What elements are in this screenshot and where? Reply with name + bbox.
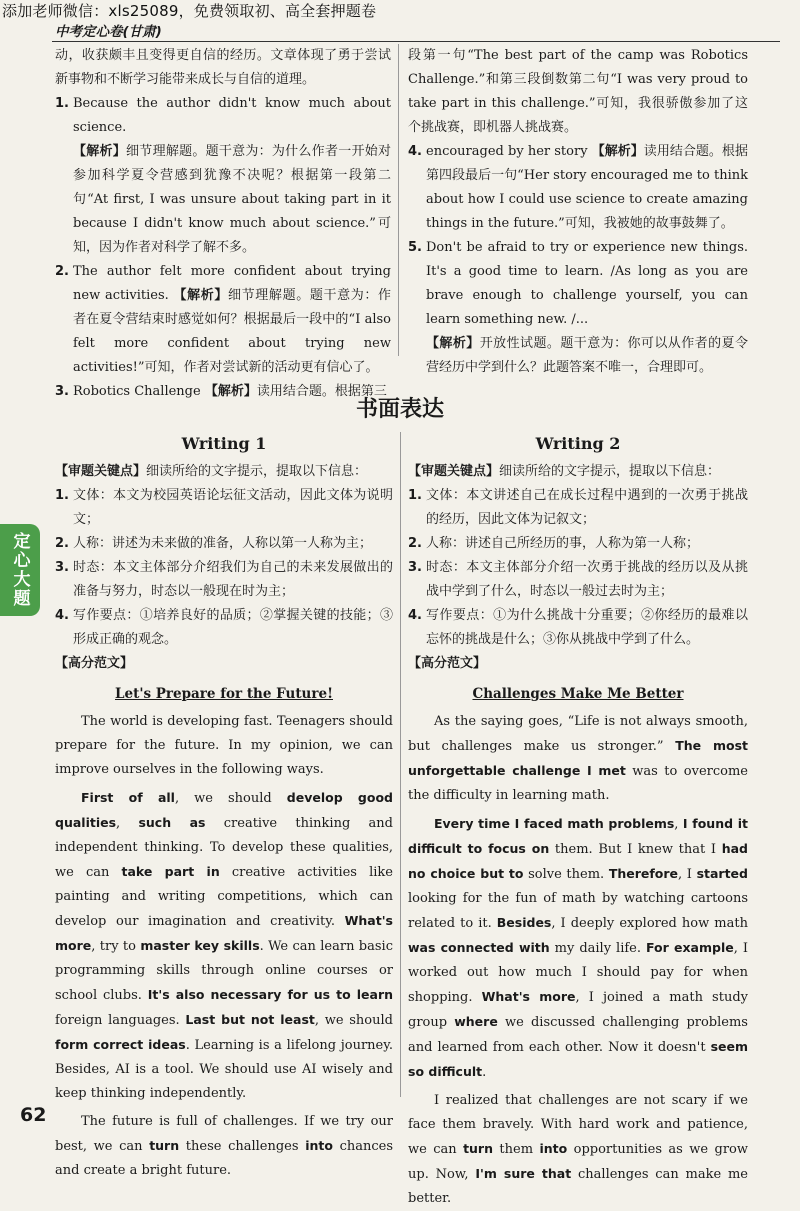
key-point: 2. 人称：讲述为未来做的准备，人称以第一人称为主； xyxy=(55,536,373,551)
section-title: 书面表达 xyxy=(355,397,444,422)
column-divider xyxy=(400,432,401,1097)
essay-paragraph: The world is developing fast. Teenagers should prepare for the future. In my opinion, we can improve ourselves in the following ways. xyxy=(55,714,393,777)
analysis-text: 读用结合题。根据第三 xyxy=(256,384,387,399)
answer-text: The author felt more confident about trying new activities. xyxy=(73,264,391,303)
item-number: 1. xyxy=(55,96,69,111)
key-point: 2. 人称：讲述自己所经历的事，人称为第一人称； xyxy=(408,536,700,551)
essay-paragraph: First of all, we should develop good qualities, such as creative thinking and independent thinking. To develop these qualities, we can take part in creative activities like painting and writing competitions, which can develop our imagination and creativity. What's more, try to master key skills. We can learn basic programming skills through online courses or school clubs. It's also necessary for us to learn foreign languages. Last but not least, we should form correct ideas. Learning is a lifelong journey. Besides, AI is a tool. We should use AI wisely and keep thinking independently. xyxy=(55,790,394,1101)
answer-text: encouraged by her story xyxy=(426,144,588,159)
analysis-tag: 【解析】 xyxy=(591,144,644,159)
analysis-tag: 【解析】 xyxy=(204,384,257,399)
page-number: 62 xyxy=(20,1104,47,1126)
header-title: 中考定心卷(甘肃) xyxy=(55,24,162,40)
key-point: 4. 写作要点：①为什么挑战十分重要；②你经历的最难以忘怀的挑战是什么；③你从挑战中学到了什么。 xyxy=(408,608,748,647)
item-number: 5. xyxy=(408,240,422,255)
writing2-column xyxy=(408,432,748,1211)
analysis-tag: 【解析】 xyxy=(173,288,229,303)
answer-item xyxy=(408,236,748,380)
watermark-text: 添加老师微信：xls25089，免费领取初、高全套押题卷 xyxy=(2,2,377,20)
key-point: 3. 时态：本文主体部分介绍一次勇于挑战的经历以及从挑战中学到了什么，时态以一般过去时为主； xyxy=(408,560,748,599)
essay-paragraph: As the saying goes, “Life is not always smooth, but challenges make us stronger.” The most unforgettable challenge I met was to overcome the difficulty in learning math. xyxy=(408,714,748,803)
essay-paragraph: The future is full of challenges. If we try our best, we can turn these challenges into chances and create a bright future. xyxy=(55,1114,393,1178)
column-divider xyxy=(398,44,399,356)
writing1-column xyxy=(55,432,393,1183)
answers-right-column xyxy=(408,44,748,380)
header-divider xyxy=(52,41,780,42)
item-number: 2. xyxy=(55,264,69,279)
analysis-text: 开放性试题。题干意为：你可以从作者的夏令营经历中学到什么？此题答案不唯一，合理即可。 xyxy=(426,336,748,375)
answer-item xyxy=(408,140,748,236)
model-essay-tag: 【高分范文】 xyxy=(408,656,487,671)
item-number: 3. xyxy=(55,384,69,399)
essay-title: Let's Prepare for the Future! xyxy=(115,686,333,702)
continuation-text: 段第一句“The best part of the camp was Robotics Challenge.”和第三段倒数第二句“I was very proud to take part in this challenge.”可知，我很骄傲参加了这个挑战赛，即机器人挑战赛。 xyxy=(408,48,748,135)
essay-paragraph: I realized that challenges are not scary if we face them bravely. With hard work and patience, we can turn them into opportunities as we grow up. Now, I'm sure that challenges can make me better. xyxy=(408,1093,748,1206)
continuation-text: 动，收获颇丰且变得更自信的经历。文章体现了勇于尝试新事物和不断学习能带来成长与自信的道理。 xyxy=(55,48,391,87)
key-points-intro: 【审题关键点】细读所给的文字提示，提取以下信息： xyxy=(55,464,368,479)
side-chapter-tab xyxy=(0,524,40,616)
analysis-tag: 【解析】 xyxy=(426,336,480,351)
essay-body xyxy=(55,710,393,1183)
answer-text: Robotics Challenge xyxy=(73,384,201,399)
item-number: 4. xyxy=(408,144,422,159)
key-point: 1. 文体：本文为校园英语论坛征文活动，因此文体为说明文； xyxy=(55,488,393,527)
answer-item xyxy=(55,92,391,260)
analysis-tag: 【解析】 xyxy=(73,144,127,159)
key-point: 4. 写作要点：①培养良好的品质；②掌握关键的技能；③形成正确的观念。 xyxy=(55,608,393,647)
key-points-intro: 【审题关键点】细读所给的文字提示，提取以下信息： xyxy=(408,464,721,479)
side-tab-label: 定心大题 xyxy=(9,532,30,608)
model-essay-tag: 【高分范文】 xyxy=(55,656,134,671)
analysis-text: 细节理解题。题干意为：作者在夏令营结束时感觉如何？根据最后一段中的“I also felt more confident about trying new activities!”可知，作者对尝试新的活动更有信心了。 xyxy=(73,288,391,375)
essay-paragraph: Every time I faced math problems, I found it difficult to focus on them. But I knew that I had no choice but to solve them. Therefore, I started looking for the fun of math by watching cartoons related to it. Besides, I deeply explored how math was connected with my daily life. For example, I worked out how much I should pay for when shopping. What's more, I joined a math study group where we discussed challenging problems and learned from each other. Now it doesn't seem so difficult. xyxy=(408,816,748,1080)
answer-text: Because the author didn't know much about science. xyxy=(73,96,391,135)
essay-body xyxy=(408,710,748,1211)
essay-title: Challenges Make Me Better xyxy=(472,686,684,702)
writing1-title: Writing 1 xyxy=(181,434,267,453)
answers-left-column xyxy=(55,44,391,404)
key-point: 3. 时态：本文主体部分介绍我们为自己的未来发展做出的准备与努力，时态以一般现在时为主； xyxy=(55,560,393,599)
key-point: 1. 文体：本文讲述自己在成长过程中遇到的一次勇于挑战的经历，因此文体为记叙文； xyxy=(408,488,748,527)
analysis-text: 读用结合题。根据第四段最后一句“Her story encouraged me to think about how I could use science to create amazing things in the future.”可知，我被她的故事鼓舞了。 xyxy=(426,144,748,231)
answer-text: Don't be afraid to try or experience new things. It's a good time to learn. /As long as you are brave enough to challenge yourself, you can learn something new. /... xyxy=(426,240,748,327)
writing2-title: Writing 2 xyxy=(535,434,621,453)
answer-item xyxy=(55,260,391,380)
analysis-text: 细节理解题。题干意为：为什么作者一开始对参加科学夏令营感到犹豫不决呢？根据第一段第二句“At first, I was unsure about taking part in it because I didn't know much about science.”可知，因为作者对科学了解不多。 xyxy=(73,144,391,255)
